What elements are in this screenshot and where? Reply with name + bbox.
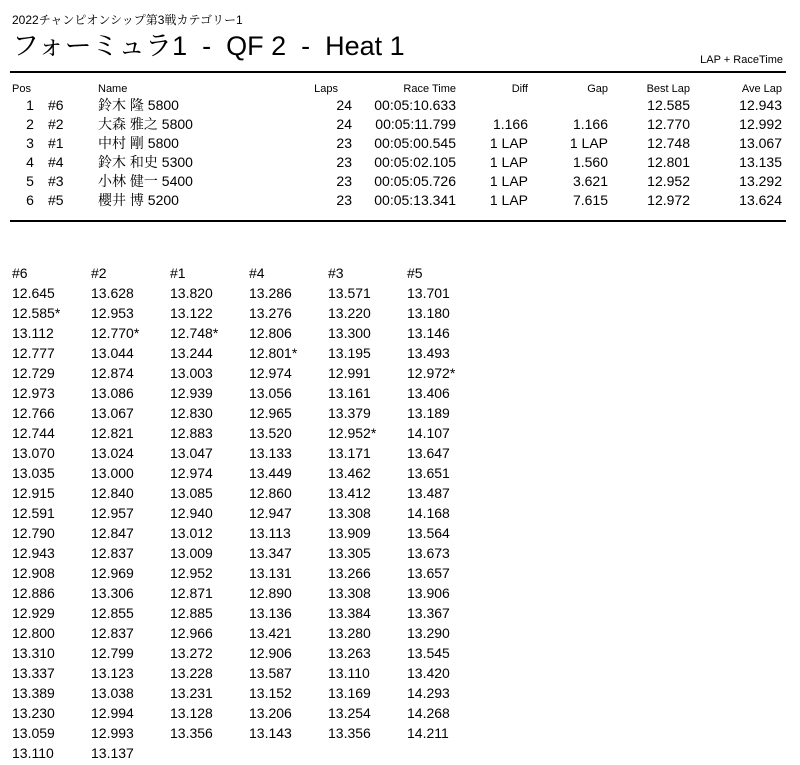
cell-diff [456, 96, 534, 115]
cell-diff: 1.166 [492, 116, 528, 132]
lap-time-cell: 13.024 [91, 445, 134, 461]
lap-time-cell: 13.286 [249, 285, 292, 301]
lap-time-cell: 13.421 [249, 625, 292, 641]
col-header-race-time: Race Time [403, 83, 456, 95]
lap-time-cell: 13.389 [12, 685, 55, 701]
lap-time-cell: 13.133 [249, 445, 292, 461]
cell-ave-lap: 13.135 [739, 154, 782, 170]
lap-time-cell: 13.647 [407, 445, 450, 461]
cell-pos: 4 [26, 154, 34, 170]
lap-column [170, 263, 249, 763]
lap-time-cell: 13.110 [328, 665, 370, 681]
lap-time-cell: 13.300 [328, 325, 371, 341]
cell-kart-number: #2 [48, 116, 64, 132]
results-header-row [12, 82, 784, 96]
lap-time-cell: 12.972* [407, 365, 456, 381]
cell-gap [534, 96, 612, 115]
lap-time-cell: 13.047 [170, 445, 213, 461]
lap-time-cell: 12.837 [91, 625, 134, 641]
cell-race-time: 00:05:11.799 [375, 116, 456, 132]
lap-time-cell: 12.729 [12, 365, 55, 381]
cell-race-time: 00:05:10.633 [374, 97, 456, 113]
lap-time-cell: 13.462 [328, 465, 371, 481]
col-header-diff: Diff [511, 83, 528, 95]
results-divider [10, 220, 786, 222]
lap-time-cell: 13.820 [170, 285, 213, 301]
lap-time-cell: 13.356 [328, 725, 371, 741]
lap-time-cell: 13.180 [407, 305, 450, 321]
lap-time-cell: 13.628 [91, 285, 134, 301]
cell-driver-name: 大森 雅之 5800 [98, 116, 193, 132]
lap-time-cell: 13.230 [12, 705, 55, 721]
lap-time-cell: 13.136 [249, 605, 292, 621]
cell-driver-name: 櫻井 博 5200 [98, 192, 179, 208]
col-header-gap: Gap [587, 83, 608, 95]
lap-time-cell: 12.585* [12, 305, 61, 321]
lap-time-cell: 12.777 [12, 345, 55, 361]
lap-time-cell: 13.347 [249, 545, 292, 561]
cell-laps: 23 [336, 135, 352, 151]
lap-time-cell: 12.790 [12, 525, 55, 541]
cell-best-lap: 12.801 [647, 154, 690, 170]
lap-time-cell: 13.290 [407, 625, 450, 641]
lap-time-cell: 13.493 [407, 345, 450, 361]
lap-column-header: #2 [91, 265, 107, 281]
lap-time-cell: 12.952 [170, 565, 213, 581]
lap-time-cell: 12.770* [91, 325, 140, 341]
lap-time-cell: 12.766 [12, 405, 55, 421]
lap-time-cell: 13.228 [170, 665, 213, 681]
results-row [12, 134, 784, 153]
cell-pos: 2 [26, 116, 34, 132]
cell-kart-number: #4 [48, 154, 64, 170]
lap-time-cell: 13.337 [12, 665, 55, 681]
cell-diff: 1 LAP [489, 173, 528, 189]
lap-time-cell: 13.131 [249, 565, 292, 581]
lap-time-cell: 12.952* [328, 425, 377, 441]
lap-time-cell: 13.367 [407, 605, 450, 621]
lap-column [249, 263, 328, 763]
lap-time-cell: 12.991 [328, 365, 371, 381]
cell-ave-lap: 13.624 [739, 192, 782, 208]
lap-time-cell: 13.356 [170, 725, 213, 741]
lap-time-cell: 13.266 [328, 565, 371, 581]
lap-time-cell: 12.993 [91, 725, 134, 741]
lap-time-cell: 12.885 [170, 605, 213, 621]
cell-best-lap: 12.770 [647, 116, 690, 132]
cell-driver-name: 鈴木 和史 5300 [98, 154, 193, 170]
lap-time-cell: 13.308 [328, 505, 371, 521]
cell-pos: 5 [26, 173, 34, 189]
lap-time-cell: 12.840 [91, 485, 134, 501]
results-row [12, 172, 784, 191]
cell-gap: 7.615 [572, 192, 608, 208]
cell-gap: 3.621 [572, 173, 608, 189]
lap-time-cell: 13.379 [328, 405, 371, 421]
lap-time-cell: 13.169 [328, 685, 371, 701]
cell-race-time: 00:05:00.545 [374, 135, 456, 151]
lap-time-cell: 13.564 [407, 525, 450, 541]
lap-column [407, 263, 486, 763]
lap-time-cell: 12.994 [91, 705, 134, 721]
cell-driver-name: 中村 剛 5800 [98, 135, 179, 151]
lap-time-cell: 13.035 [12, 465, 55, 481]
lap-column-header: #1 [170, 265, 186, 281]
col-header-laps: Laps [314, 83, 338, 95]
cell-driver-name: 小林 健一 5400 [98, 173, 193, 189]
lap-time-cell: 13.012 [170, 525, 213, 541]
lap-time-cell: 13.220 [328, 305, 371, 321]
col-header-spacer [48, 82, 98, 96]
lap-time-cell: 14.107 [407, 425, 450, 441]
cell-gap: 1.560 [572, 154, 608, 170]
lap-column [12, 263, 91, 763]
lap-time-cell: 13.587 [249, 665, 292, 681]
lap-time-cell: 12.837 [91, 545, 134, 561]
lap-time-cell: 12.874 [91, 365, 134, 381]
cell-kart-number: #5 [48, 192, 64, 208]
lap-time-cell: 14.293 [407, 685, 450, 701]
event-name: 2022チャンピオンシップ第3戦カテゴリー1 [12, 13, 243, 27]
header-divider [10, 71, 786, 73]
lap-time-cell: 13.189 [407, 405, 450, 421]
cell-driver-name: 鈴木 隆 5800 [98, 97, 179, 113]
cell-best-lap: 12.585 [647, 97, 690, 113]
lap-time-cell: 12.886 [12, 585, 55, 601]
lap-time-cell: 13.070 [12, 445, 55, 461]
page-title: フォーミュラ1 - QF 2 - Heat 1 [12, 31, 405, 61]
lap-column-header: #6 [12, 265, 28, 281]
lap-time-cell: 13.520 [249, 425, 292, 441]
results-table [12, 82, 784, 210]
lap-time-cell: 13.244 [170, 345, 213, 361]
lap-time-cell: 12.929 [12, 605, 55, 621]
lap-time-cell: 12.821 [91, 425, 134, 441]
results-row [12, 153, 784, 172]
lap-time-cell: 13.571 [328, 285, 371, 301]
lap-time-cell: 12.830 [170, 405, 213, 421]
lap-time-cell: 12.966 [170, 625, 213, 641]
cell-pos: 3 [26, 135, 34, 151]
cell-best-lap: 12.952 [647, 173, 690, 189]
cell-diff: 1 LAP [489, 192, 528, 208]
cell-race-time: 00:05:13.341 [374, 192, 456, 208]
results-row [12, 115, 784, 134]
lap-time-cell: 12.883 [170, 425, 213, 441]
lap-time-cell: 12.939 [170, 385, 213, 401]
lap-time-cell: 13.059 [12, 725, 55, 741]
lap-time-cell: 12.806 [249, 325, 292, 341]
lap-time-cell: 13.487 [407, 485, 450, 501]
lap-time-cell: 13.272 [170, 645, 213, 661]
lap-time-cell: 13.231 [170, 685, 213, 701]
lap-time-cell: 13.152 [249, 685, 292, 701]
lap-time-cell: 12.974 [170, 465, 213, 481]
lap-column [91, 263, 170, 763]
results-row [12, 191, 784, 210]
cell-diff: 1 LAP [489, 154, 528, 170]
lap-time-cell: 12.953 [91, 305, 134, 321]
lap-time-cell: 12.744 [12, 425, 55, 441]
lap-time-cell: 13.128 [170, 705, 213, 721]
lap-time-cell: 12.645 [12, 285, 55, 301]
lap-column-header: #4 [249, 265, 265, 281]
lap-time-cell: 13.545 [407, 645, 450, 661]
cell-ave-lap: 13.067 [739, 135, 782, 151]
lap-time-cell: 13.701 [407, 285, 450, 301]
col-header-best-lap: Best Lap [646, 83, 690, 95]
lap-time-cell: 13.112 [12, 325, 54, 341]
lap-times-grid [12, 263, 486, 763]
lap-time-cell: 13.306 [91, 585, 134, 601]
lap-time-cell: 13.044 [91, 345, 134, 361]
lap-time-cell: 12.748* [170, 325, 219, 341]
cell-ave-lap: 13.292 [739, 173, 782, 189]
lap-time-cell: 13.143 [249, 725, 292, 741]
lap-column-header: #3 [328, 265, 344, 281]
lap-time-cell: 13.254 [328, 705, 371, 721]
lap-time-cell: 13.003 [170, 365, 213, 381]
lap-time-cell: 13.310 [12, 645, 55, 661]
lap-time-cell: 13.171 [328, 445, 371, 461]
lap-time-cell: 13.420 [407, 665, 450, 681]
cell-race-time: 00:05:05.726 [374, 173, 456, 189]
lap-time-cell: 14.268 [407, 705, 450, 721]
lap-time-cell: 12.799 [91, 645, 134, 661]
lap-time-cell: 12.871 [170, 585, 213, 601]
lap-time-cell: 13.909 [328, 525, 371, 541]
lap-time-cell: 12.965 [249, 405, 292, 421]
lap-time-cell: 12.969 [91, 565, 134, 581]
lap-time-cell: 12.943 [12, 545, 55, 561]
lap-time-cell: 13.086 [91, 385, 134, 401]
lap-time-cell: 13.038 [91, 685, 134, 701]
cell-laps: 23 [336, 173, 352, 189]
lap-time-cell: 13.122 [170, 305, 213, 321]
cell-laps: 23 [336, 192, 352, 208]
lap-time-cell: 13.263 [328, 645, 371, 661]
lap-time-cell: 13.276 [249, 305, 292, 321]
results-body [12, 96, 784, 210]
lap-time-cell: 13.067 [91, 405, 134, 421]
lap-time-cell: 12.908 [12, 565, 55, 581]
cell-ave-lap: 12.943 [739, 97, 782, 113]
lap-time-cell: 13.449 [249, 465, 292, 481]
cell-laps: 24 [336, 116, 352, 132]
col-header-name: Name [98, 83, 128, 95]
cell-best-lap: 12.748 [647, 135, 690, 151]
cell-pos: 6 [26, 192, 34, 208]
lap-time-cell: 12.957 [91, 505, 134, 521]
cell-kart-number: #3 [48, 173, 64, 189]
lap-time-cell: 12.591 [12, 505, 55, 521]
lap-time-cell: 12.906 [249, 645, 292, 661]
lap-time-cell: 13.123 [91, 665, 134, 681]
lap-time-cell: 13.206 [249, 705, 292, 721]
lap-time-cell: 13.085 [170, 485, 213, 501]
lap-time-cell: 13.110 [12, 745, 54, 761]
lap-time-cell: 12.800 [12, 625, 55, 641]
cell-diff: 1 LAP [489, 135, 528, 151]
lap-time-cell: 12.855 [91, 605, 134, 621]
lap-time-cell: 12.940 [170, 505, 213, 521]
lap-time-cell: 13.406 [407, 385, 450, 401]
lap-time-cell: 14.168 [407, 505, 450, 521]
lap-time-cell: 13.384 [328, 605, 371, 621]
lap-time-cell: 13.161 [328, 385, 371, 401]
lap-time-cell: 13.000 [91, 465, 134, 481]
timing-mode-label: LAP + RaceTime [700, 54, 783, 66]
lap-time-cell: 13.146 [407, 325, 450, 341]
lap-time-cell: 13.308 [328, 585, 371, 601]
col-header-pos: Pos [12, 83, 31, 95]
lap-time-cell: 12.974 [249, 365, 292, 381]
lap-time-cell: 13.651 [407, 465, 450, 481]
lap-time-cell: 13.906 [407, 585, 450, 601]
lap-time-cell: 13.137 [91, 745, 134, 761]
lap-time-cell: 12.915 [12, 485, 55, 501]
cell-laps: 24 [336, 97, 352, 113]
lap-time-cell: 12.973 [12, 385, 55, 401]
col-header-ave-lap: Ave Lap [741, 83, 782, 95]
lap-time-cell: 13.657 [407, 565, 450, 581]
lap-time-cell: 14.211 [407, 725, 449, 741]
lap-time-cell: 13.056 [249, 385, 292, 401]
cell-gap: 1.166 [572, 116, 608, 132]
lap-time-cell: 12.847 [91, 525, 134, 541]
lap-time-cell: 13.305 [328, 545, 371, 561]
cell-kart-number: #1 [48, 135, 64, 151]
cell-race-time: 00:05:02.105 [374, 154, 456, 170]
lap-time-cell: 13.412 [328, 485, 371, 501]
lap-time-cell: 12.801* [249, 345, 298, 361]
lap-time-cell: 12.890 [249, 585, 292, 601]
lap-time-cell: 13.009 [170, 545, 213, 561]
lap-time-cell: 13.195 [328, 345, 371, 361]
lap-time-cell: 13.673 [407, 545, 450, 561]
lap-column [328, 263, 407, 763]
cell-gap: 1 LAP [569, 135, 608, 151]
cell-ave-lap: 12.992 [739, 116, 782, 132]
lap-time-cell: 13.113 [249, 525, 291, 541]
cell-kart-number: #6 [48, 97, 64, 113]
cell-best-lap: 12.972 [647, 192, 690, 208]
cell-laps: 23 [336, 154, 352, 170]
lap-time-cell: 12.947 [249, 505, 292, 521]
lap-time-cell: 13.280 [328, 625, 371, 641]
cell-pos: 1 [26, 97, 34, 113]
lap-time-cell: 12.860 [249, 485, 292, 501]
lap-column-header: #5 [407, 265, 423, 281]
results-row [12, 96, 784, 115]
